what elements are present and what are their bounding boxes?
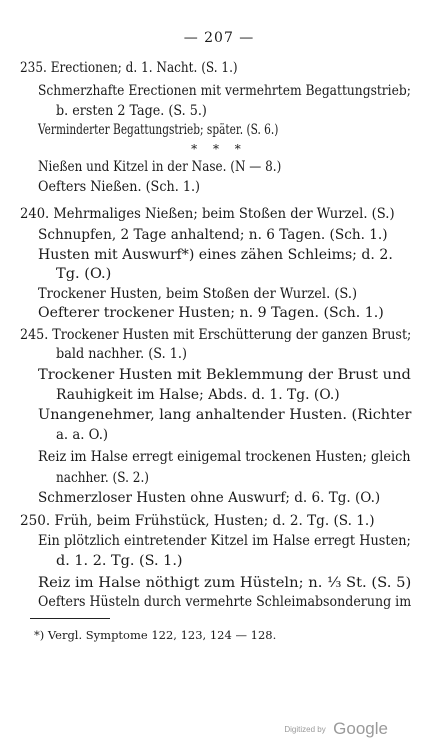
text-line: d. 1. 2. Tg. (S. 1.) bbox=[56, 553, 183, 569]
text-line: b. ersten 2 Tage. (S. 5.) bbox=[56, 103, 207, 119]
text-line: 235. Erectionen; d. 1. Nacht. (S. 1.) bbox=[20, 60, 238, 76]
page-number-header: — 207 — bbox=[183, 30, 255, 46]
google-logo: Google bbox=[333, 719, 388, 738]
digitization-watermark bbox=[284, 719, 388, 739]
text-line: Tg. (O.) bbox=[56, 266, 112, 282]
footnote: *) Vergl. Symptome 122, 123, 124 — 128. bbox=[34, 628, 277, 642]
text-line: bald nachher. (S. 1.) bbox=[56, 346, 187, 362]
text-line: Trockener Husten, beim Stoßen der Wurzel. (S.) bbox=[38, 286, 358, 302]
text-line: a. a. O.) bbox=[56, 427, 109, 443]
watermark-prefix: Digitized by bbox=[284, 724, 326, 734]
text-line: Trockener Husten mit Beklemmung der Brust und bbox=[38, 367, 411, 383]
text-line: Nießen und Kitzel in der Nase. (N — 8.) bbox=[38, 159, 282, 175]
text-line: Schmerzloser Husten ohne Auswurf; d. 6. Tg. (O.) bbox=[38, 490, 381, 506]
text-line: Reiz im Halse nöthigt zum Hüsteln; n. ⅓ St. (S. 5) bbox=[38, 575, 412, 591]
text-line: 240. Mehrmaliges Nießen; beim Stoßen der Wurzel. (S.) bbox=[20, 206, 395, 222]
text-line: Reiz im Halse erregt einigemal trockenen Husten; gleich bbox=[38, 449, 411, 465]
text-line: Schmerzhafte Erectionen mit vermehrtem Begattungstrieb; bbox=[38, 83, 411, 99]
footnote-divider bbox=[30, 618, 110, 619]
text-line: Husten mit Auswurf*) eines zähen Schleims; d. 2. bbox=[38, 247, 393, 263]
text-line: 250. Früh, beim Frühstück, Husten; d. 2. Tg. (S. 1.) bbox=[20, 513, 375, 529]
text-line: Oefters Hüsteln durch vermehrte Schleimabsonderung im bbox=[38, 594, 412, 610]
text-line: nachher. (S. 2.) bbox=[56, 470, 149, 486]
text-line: Rauhigkeit im Halse; Abds. d. 1. Tg. (O.) bbox=[56, 387, 340, 403]
text-line: Verminderter Begattungstrieb; später. (S. 6.) bbox=[38, 122, 279, 138]
text-line: Ein plötzlich eintretender Kitzel im Halse erregt Husten; bbox=[38, 533, 411, 549]
text-line: Oefterer trockener Husten; n. 9 Tagen. (Sch. 1.) bbox=[38, 305, 384, 321]
text-line: Schnupfen, 2 Tage anhaltend; n. 6 Tagen. (Sch. 1.) bbox=[38, 227, 388, 243]
text-line: Unangenehmer, lang anhaltender Husten. (Richter bbox=[38, 407, 412, 423]
text-line: Oefters Nießen. (Sch. 1.) bbox=[38, 179, 201, 195]
text-line: 245. Trockener Husten mit Erschütterung der ganzen Brust; bbox=[20, 327, 412, 343]
section-separator-stars: * * * bbox=[191, 142, 247, 156]
